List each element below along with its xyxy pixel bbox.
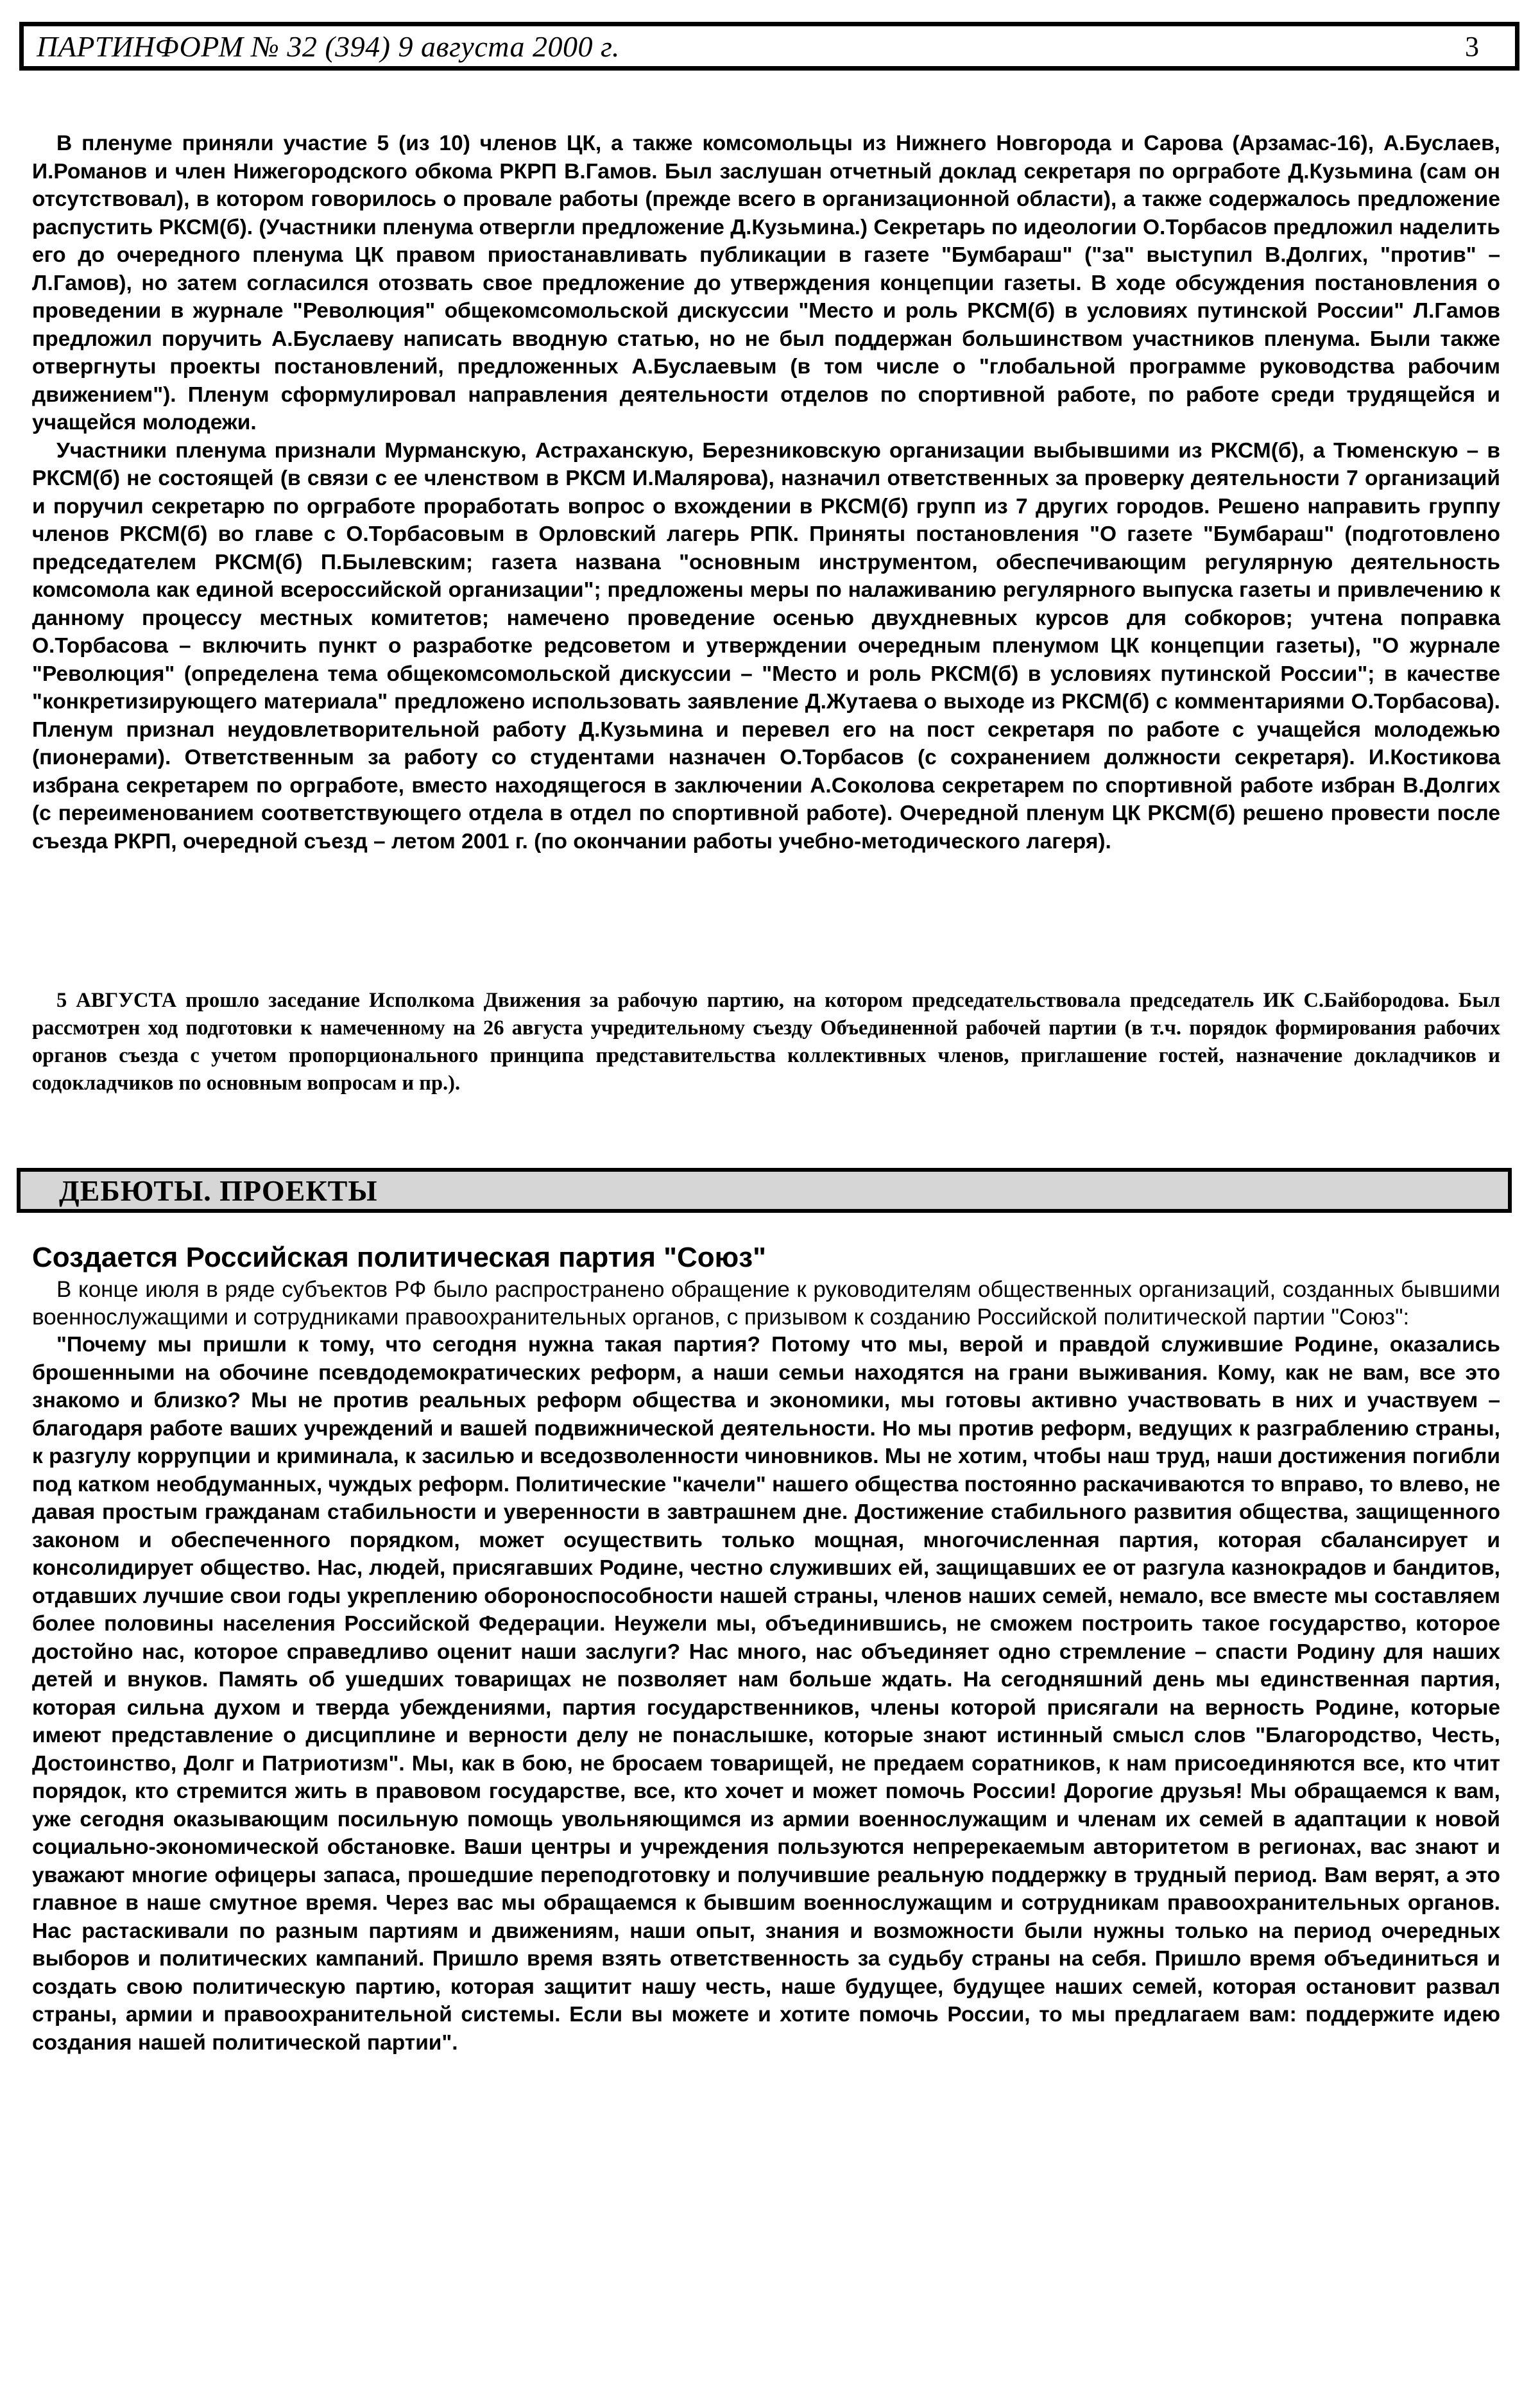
- plenum-paragraph-2: Участники пленума признали Мурманскую, Астраханскую, Березниковскую организации выбывшими из РКСМ(б), а Тюменскую – в РКСМ(б) не состоящей (в связи с ее членством в РКСМ И.Малярова), назначил ответственных за проверку деятельности 7 организаций и поручил секретарю по оргработе проработать вопрос о вхождении в РКСМ(б) групп из 7 других городов. Решено направить группу членов РКСМ(б) во главе с О.Торбасовым в Орловский лагерь РПК. Приняты постановления "О газете "Бумбараш" (подготовлено председателем РКСМ(б) П.Былевским; газета названа "основным инструментом, обеспечивающим регулярную деятельность комсомола как единой всероссийской организации"; предложены меры по налаживанию регулярного выпуска газеты и привлечению к данному процессу местных комитетов; намечено проведение осенью двухдневных курсов для собкоров; учтена поправка О.Торбасова – включить пункт о разработке редсоветом и утверждении очередным пленумом ЦК концепции газеты), "О журнале "Революция" (определена тема общекомсомольской дискуссии – "Место и роль РКСМ(б) в условиях путинской России"; в качестве "конкретизирующего материала" предложено использовать заявление Д.Жутаева о выходе из РКСМ(б) с комментариями О.Торбасова). Пленум признал неудовлетворительной работу Д.Кузьмина и перевел его на пост секретаря по работе с учащейся молодежью (пионерами). Ответственным за работу со студентами назначен О.Торбасов (с сохранением должности секретаря). И.Костикова избрана секретарем по оргработе, вместо находящегося в заключении А.Соколова секретарем по спортивной работе избран В.Долгих (с переименованием соответствующего отдела в отдел по спортивной работе). Очередной пленум ЦК РКСМ(б) решено провести после съезда РКРП, очередной съезд – летом 2001 г. (по окончании работы учебно-методического лагеря).: [32, 438, 1500, 853]
- article: [32, 1240, 1500, 2057]
- news-item: [32, 987, 1500, 1097]
- page-number: 3: [1465, 30, 1479, 62]
- section-title: ДЕБЮТЫ. ПРОЕКТЫ: [59, 1174, 378, 1207]
- plenum-report: [32, 130, 1500, 855]
- section-heading-bar: [17, 1168, 1512, 1213]
- plenum-paragraph-1: В пленуме приняли участие 5 (из 10) членов ЦК, а также комсомольцы из Нижнего Новгорода и Сарова (Арзамас-16), А.Буслаев, И.Романов и член Нижегородского обкома РКРП В.Гамов. Был заслушан отчетный доклад секретаря по оргработе Д.Кузьмина (сам он отсутствовал), в котором говорилось о провале работы (прежде всего в организационной области), а также содержалось предложение распустить РКСМ(б). (Участники пленума отвергли предложение Д.Кузьмина.) Секретарь по идеологии О.Торбасов предложил наделить его до очередного пленума ЦК правом приостанавливать публикации в газете "Бумбараш" ("за" выступил В.Долгих, "против" – Л.Гамов), но затем согласился отозвать свое предложение до утверждения концепции газеты. В ходе обсуждения постановления о проведении в журнале "Революция" общекомсомольской дискуссии "Место и роль РКСМ(б) в условиях путинской России" Л.Гамов предложил поручить А.Буслаеву написать вводную статью, но не был поддержан большинством участников пленума. Были также отвергнуты проекты постановлений, предложенных А.Буслаевым (в том числе о "глобальной программе руководства рабочим движением"). Пленум сформулировал направления деятельности отделов по спортивной работе, по работе среди трудящейся и учащейся молодежи.: [32, 132, 1500, 434]
- article-intro: В конце июля в ряде субъектов РФ было распространено обращение к руководителям общественных организаций, созданных бывшими военнослужащими и сотрудниками правоохранительных органов, с призывом к созданию Российской политической партии "Союз":: [32, 1277, 1500, 1330]
- article-title: Создается Российская политическая партия "Союз": [32, 1242, 766, 1273]
- publication-title: ПАРТИНФОРМ № 32 (394) 9 августа 2000 г.: [37, 30, 620, 63]
- page-header: [19, 22, 1519, 71]
- article-quote: "Почему мы пришли к тому, что сегодня нужна такая партия? Потому что мы, верой и правдой служившие Родине, оказались брошенными на обочине псевдодемократических реформ, а наши семьи находятся на грани выживания. Кому, как не вам, все это знакомо и близко? Мы не против реальных реформ общества и экономики, мы готовы активно участвовать в них и участвуем – благодаря работе ваших учреждений и вашей подвижнической деятельности. Но мы против реформ, ведущих к разграблению страны, к разгулу коррупции и криминала, к засилью и вседозволенности чиновников. Мы не хотим, чтобы наш труд, наши достижения погибли под катком необдуманных, чуждых реформ. Политические "качели" нашего общества постоянно раскачиваются то вправо, то влево, не давая простым гражданам стабильности и уверенности в завтрашнем дне. Достижение стабильного развития общества, защищенного законом и обеспеченного порядком, может осуществить только мощная, многочисленная партия, которая сбалансирует и консолидирует общество. Нас, людей, присягавших Родине, честно служивших ей, защищавших ее от разгула казнокрадов и бандитов, отдавших лучшие свои годы укреплению обороноспособности нашей страны, членов наших семей, немало, все вместе мы составляем более половины населения Российской Федерации. Неужели мы, объединившись, не сможем построить такое государство, которое достойно нас, которое справедливо оценит наши заслуги? Нас много, нас объединяет одно стремление – спасти Родину для наших детей и внуков. Память об ушедших товарищах не позволяет нам больше ждать. На сегодняшний день мы единственная партия, которая сильна духом и тверда убеждениями, партия государственников, члены которой присягали на верность Родине, которые имеют представление о дисциплине и верности делу не понаслышке, которые знают истинный смысл слов "Благородство, Честь, Достоинство, Долг и Патриотизм". Мы, как в бою, не бросаем товарищей, не предаем соратников, к нам присоединяются все, кто чтит порядок, кто стремится жить в правовом государстве, все, кто хочет и может помочь России! Дорогие друзья! Мы обращаемся к вам, уже сегодня оказывающим посильную помощь увольняющимся из армии военнослужащим и членам их семей в адаптации к новой социально-экономической обстановке. Ваши центры и учреждения пользуются непререкаемым авторитетом в регионах, вас знают и уважают многие офицеры запаса, прошедшие переподготовку и получившие реальную поддержку в трудный период. Вам верят, а это главное в наше смутное время. Через вас мы обращаемся к бывшим военнослужащим и сотрудникам правоохранительных органов. Нас растаскивали по разным партиям и движениям, наши опыт, знания и возможности были нужны только на период очередных выборов и политических кампаний. Пришло время взять ответственность за судьбу страны на себя. Пришло время объединиться и создать свою политическую партию, которая защитит нашу честь, наше будущее, будущее наших семей, которая остановит развал страны, армии и правоохранительной системы. Если вы можете и хотите помочь России, то мы предлагаем вам: поддержите идею создания нашей политической партии".: [32, 1333, 1500, 2055]
- news-item-text: 5 АВГУСТА прошло заседание Исполкома Движения за рабочую партию, на котором председательствовала председатель ИК С.Байбородова. Был рассмотрен ход подготовки к намеченному на 26 августа учредительному съезду Объединенной рабочей партии (в т.ч. порядок формирования рабочих органов съезда с учетом пропорционального принципа представительства коллективных членов, приглашение гостей, назначение докладчиков и содокладчиков по основным вопросам и пр.).: [32, 989, 1500, 1095]
